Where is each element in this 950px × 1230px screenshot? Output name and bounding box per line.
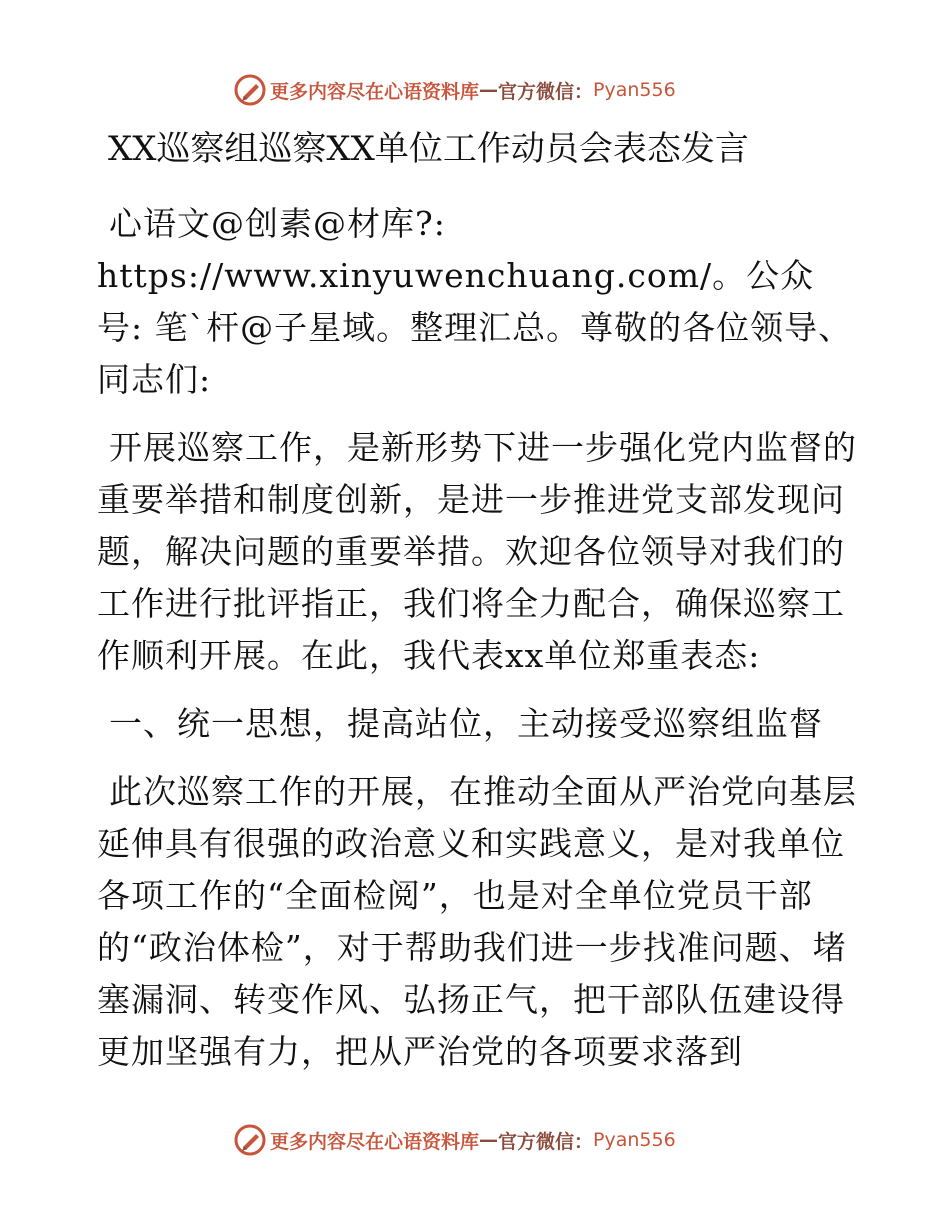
- banner-dash: —: [479, 79, 499, 101]
- document-title: XX巡察组巡察XX单位工作动员会表态发言: [108, 129, 749, 169]
- banner-main-text: 更多内容尽在心语资料库: [270, 1130, 480, 1153]
- banner-main-text: 更多内容尽在心语资料库: [270, 80, 480, 103]
- section-heading-1: 一、统一思想，提高站位，主动接受巡察组监督: [109, 704, 823, 743]
- banner-wechat-id: Pyan556: [593, 1129, 676, 1151]
- pen-logo-icon: [234, 1124, 266, 1156]
- banner-wechat-id: Pyan556: [593, 79, 676, 101]
- intro-paragraph: 心语文@创素@材库?: https://www.xinyuwenchuang.com/。公众号: 笔`杆@子星域。整理汇总。尊敬的各位领导、同志们:: [97, 204, 853, 399]
- banner-dash: —: [479, 1129, 499, 1151]
- footer-watermark-banner: [234, 1122, 714, 1158]
- pen-logo-icon: [234, 74, 266, 106]
- banner-official-label: 官方微信：: [498, 80, 594, 103]
- document-body: [97, 198, 857, 1078]
- paragraph-2: 此次巡察工作的开展，在推动全面从严治党向基层延伸具有很强的政治意义和实践意义，是对我单位各项工作的“全面检阅”，也是对全单位党员干部的“政治体检”，对于帮助我们进一步找准问题、堵塞漏洞、转变作风、弘扬正气，把干部队伍建设得更加坚强有力，把从严治党的各项要求落到: [97, 772, 857, 1071]
- paragraph-1: 开展巡察工作，是新形势下进一步强化党内监督的重要举措和制度创新，是进一步推进党支部发现问题，解决问题的重要举措。欢迎各位领导对我们的工作进行批评指正，我们将全力配合，确保巡察工作顺利开展。在此，我代表xx单位郑重表态:: [97, 428, 857, 675]
- banner-official-label: 官方微信：: [498, 1130, 594, 1153]
- header-watermark-banner: [234, 72, 714, 108]
